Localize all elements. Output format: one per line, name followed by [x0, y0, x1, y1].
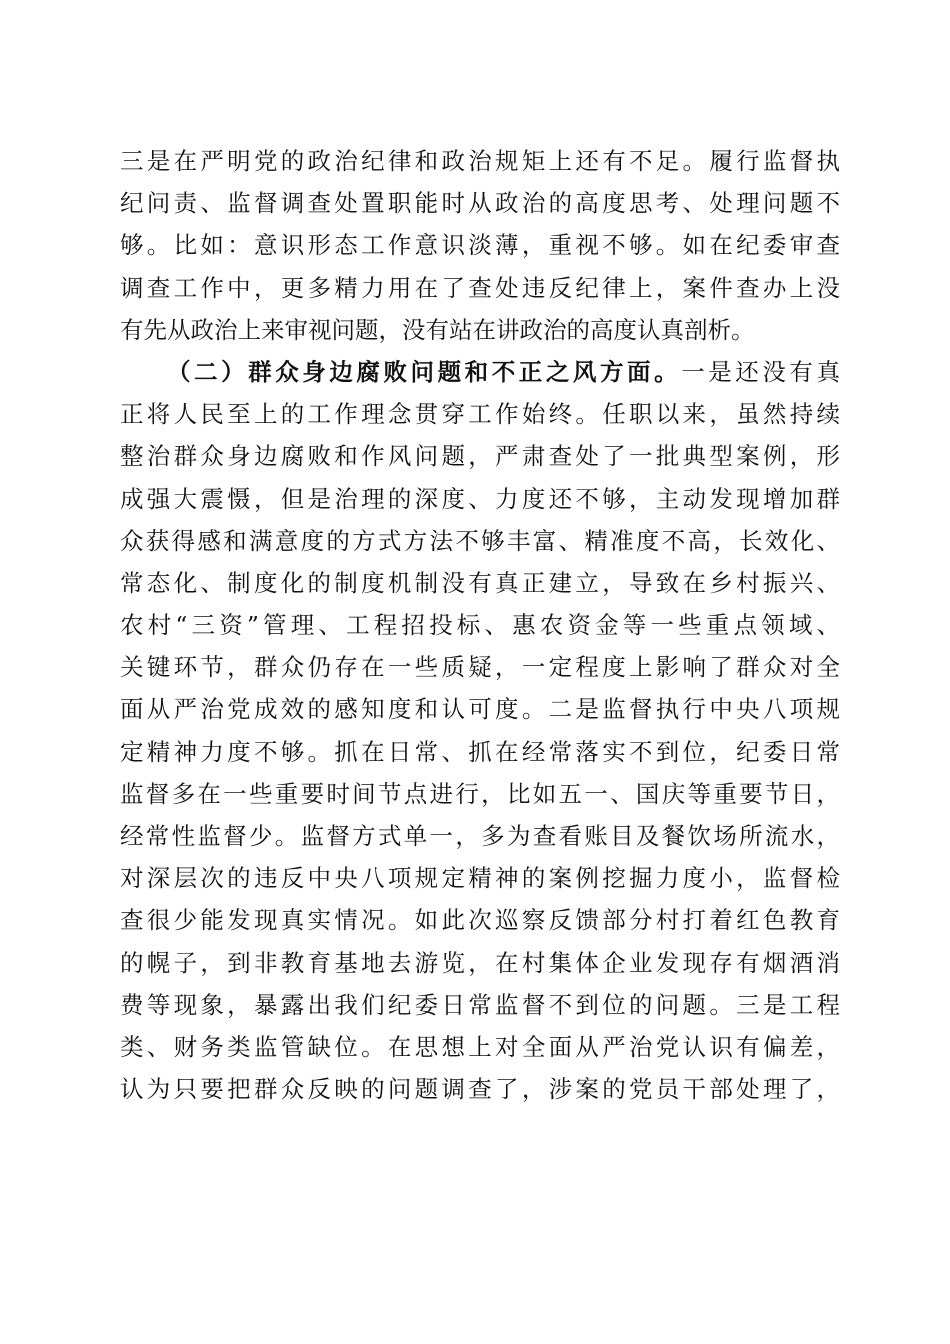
text-line: [120, 309, 840, 351]
line-text: 对深层次的违反中央八项规定精神的案例挖掘力度小，监督检: [120, 864, 840, 893]
text-line: [120, 1026, 840, 1068]
text-line: [120, 646, 840, 688]
text-line: [120, 773, 840, 815]
document-body: [120, 140, 840, 1110]
text-line: [120, 224, 840, 266]
text-line: [120, 731, 840, 773]
line-text: 费等现象，暴露出我们纪委日常监督不到位的问题。三是工程: [120, 990, 840, 1019]
line-text: 常态化、制度化的制度机制没有真正建立，导致在乡村振兴、: [120, 568, 840, 597]
line-text: 类、财务类监管缺位。在思想上对全面从严治党认识有偏差，: [120, 1032, 840, 1061]
text-line: [120, 562, 840, 604]
line-text: 整治群众身边腐败和作风问题，严肃查处了一批典型案例，形: [120, 442, 840, 471]
line-text: 查很少能发现真实情况。如此次巡察反馈部分村打着红色教育: [120, 906, 840, 935]
line-text: 认为只要把群众反映的问题调查了，涉案的党员干部处理了，: [120, 1075, 840, 1104]
text-line: [120, 688, 840, 730]
line-text: 够。比如：意识形态工作意识淡薄，重视不够。如在纪委审查: [120, 231, 840, 260]
text-line: [120, 393, 840, 435]
line-text: 定精神力度不够。抓在日常、抓在经常落实不到位，纪委日常: [120, 737, 840, 766]
section-heading: （二）群众身边腐败问题和不正之风方面。: [167, 357, 682, 386]
text-line: [120, 520, 840, 562]
text-line: [120, 140, 840, 182]
text-line: [120, 815, 840, 857]
text-line: [120, 942, 840, 984]
text-line: [120, 182, 840, 224]
line-text: 调查工作中，更多精力用在了查处违反纪律上，案件查办上没: [120, 273, 840, 302]
line-text: 成强大震慑，但是治理的深度、力度还不够，主动发现增加群: [120, 484, 840, 513]
text-line: [120, 478, 840, 520]
line-text: 面从严治党成效的感知度和认可度。二是监督执行中央八项规: [120, 695, 840, 724]
line-text: 一是还没有真: [681, 357, 840, 386]
line-text: 正将人民至上的工作理念贯穿工作始终。任职以来，虽然持续: [120, 400, 840, 429]
text-line: [120, 604, 840, 646]
text-line: [120, 351, 840, 393]
text-line: [120, 267, 840, 309]
line-text: 经常性监督少。监督方式单一，多为查看账目及餐饮场所流水，: [120, 822, 840, 850]
line-text: 三是在严明党的政治纪律和政治规矩上还有不足。履行监督执: [120, 147, 840, 175]
line-text: 监督多在一些重要时间节点进行，比如五一、国庆等重要节日，: [120, 779, 840, 808]
text-line: [120, 1068, 840, 1110]
text-line: [120, 899, 840, 941]
line-text: 有先从政治上来审视问题，没有站在讲政治的高度认真剖析。: [120, 315, 755, 344]
text-line: [120, 435, 840, 477]
line-text: 的幌子，到非教育基地去游览，在村集体企业发现存有烟酒消: [120, 948, 840, 977]
line-text: 关键环节，群众仍存在一些质疑，一定程度上影响了群众对全: [120, 653, 840, 682]
line-text: 众获得感和满意度的方式方法不够丰富、精准度不高，长效化、: [120, 526, 840, 555]
line-text: 纪问责、监督调查处置职能时从政治的高度思考、处理问题不: [120, 189, 840, 218]
line-text: 农村“三资”管理、工程招投标、惠农资金等一些重点领域、: [120, 611, 840, 640]
text-line: [120, 984, 840, 1026]
text-line: [120, 857, 840, 899]
